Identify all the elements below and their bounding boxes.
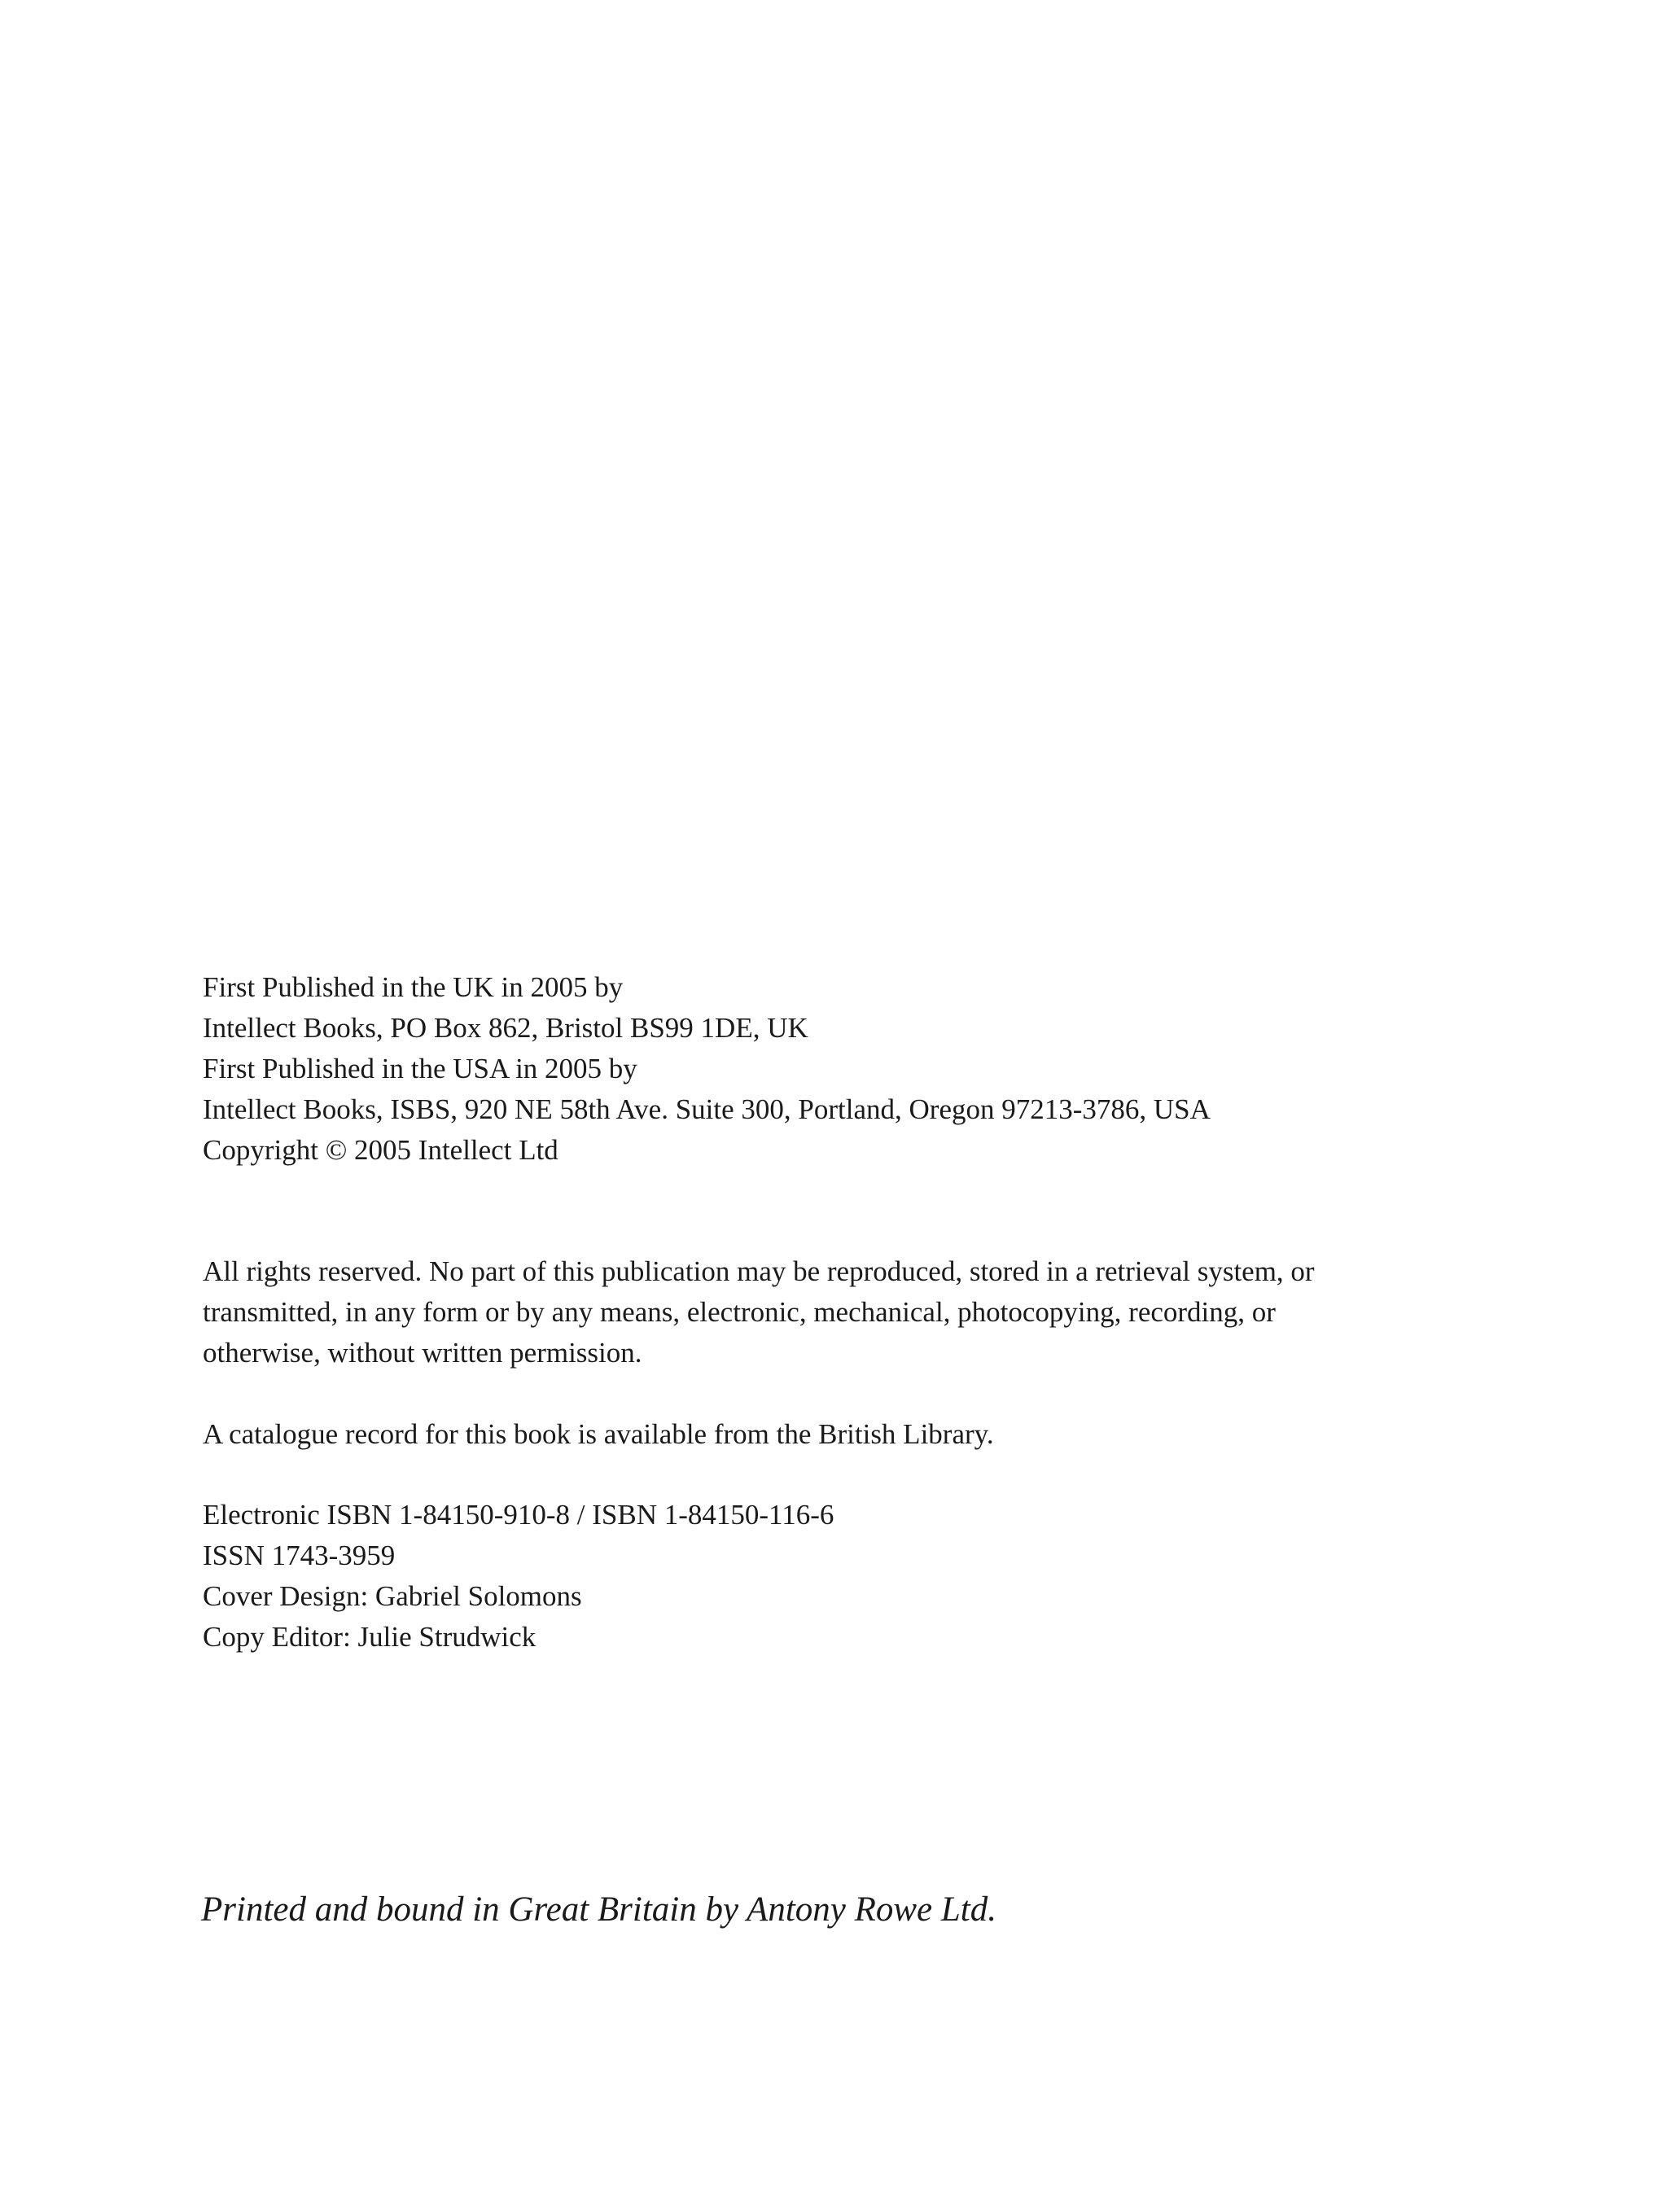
uk-publisher-address: Intellect Books, PO Box 862, Bristol BS99 1DE, UK bbox=[203, 1012, 808, 1044]
usa-publication-line: First Published in the USA in 2005 by bbox=[203, 1053, 637, 1084]
usa-publisher-address: Intellect Books, ISBS, 920 NE 58th Ave. Suite 300, Portland, Oregon 97213-3786, USA bbox=[203, 1093, 1211, 1125]
rights-line-3: otherwise, without written permission. bbox=[203, 1337, 642, 1369]
catalogue-record-text: A catalogue record for this book is available from the British Library. bbox=[203, 1418, 994, 1450]
rights-statement bbox=[203, 1251, 1424, 1373]
catalogue-record bbox=[203, 1414, 994, 1455]
printer-notice: Printed and bound in Great Britain by Antony Rowe Ltd. bbox=[201, 1890, 996, 1929]
book-details bbox=[203, 1495, 834, 1658]
rights-line-2: transmitted, in any form or by any means, electronic, mechanical, photocopying, recording, or bbox=[203, 1296, 1276, 1328]
copy-editor-credit: Copy Editor: Julie Strudwick bbox=[203, 1621, 536, 1653]
uk-publication-line: First Published in the UK in 2005 by bbox=[203, 971, 624, 1003]
issn-line: ISSN 1743-3959 bbox=[203, 1540, 396, 1571]
copyright-notice: Copyright © 2005 Intellect Ltd bbox=[203, 1134, 558, 1166]
publishing-info bbox=[203, 967, 1211, 1171]
isbn-line: Electronic ISBN 1-84150-910-8 / ISBN 1-84150-116-6 bbox=[203, 1499, 834, 1531]
rights-line-1: All rights reserved. No part of this publication may be reproduced, stored in a retrieval system, or bbox=[203, 1255, 1315, 1287]
cover-design-credit: Cover Design: Gabriel Solomons bbox=[203, 1580, 582, 1612]
